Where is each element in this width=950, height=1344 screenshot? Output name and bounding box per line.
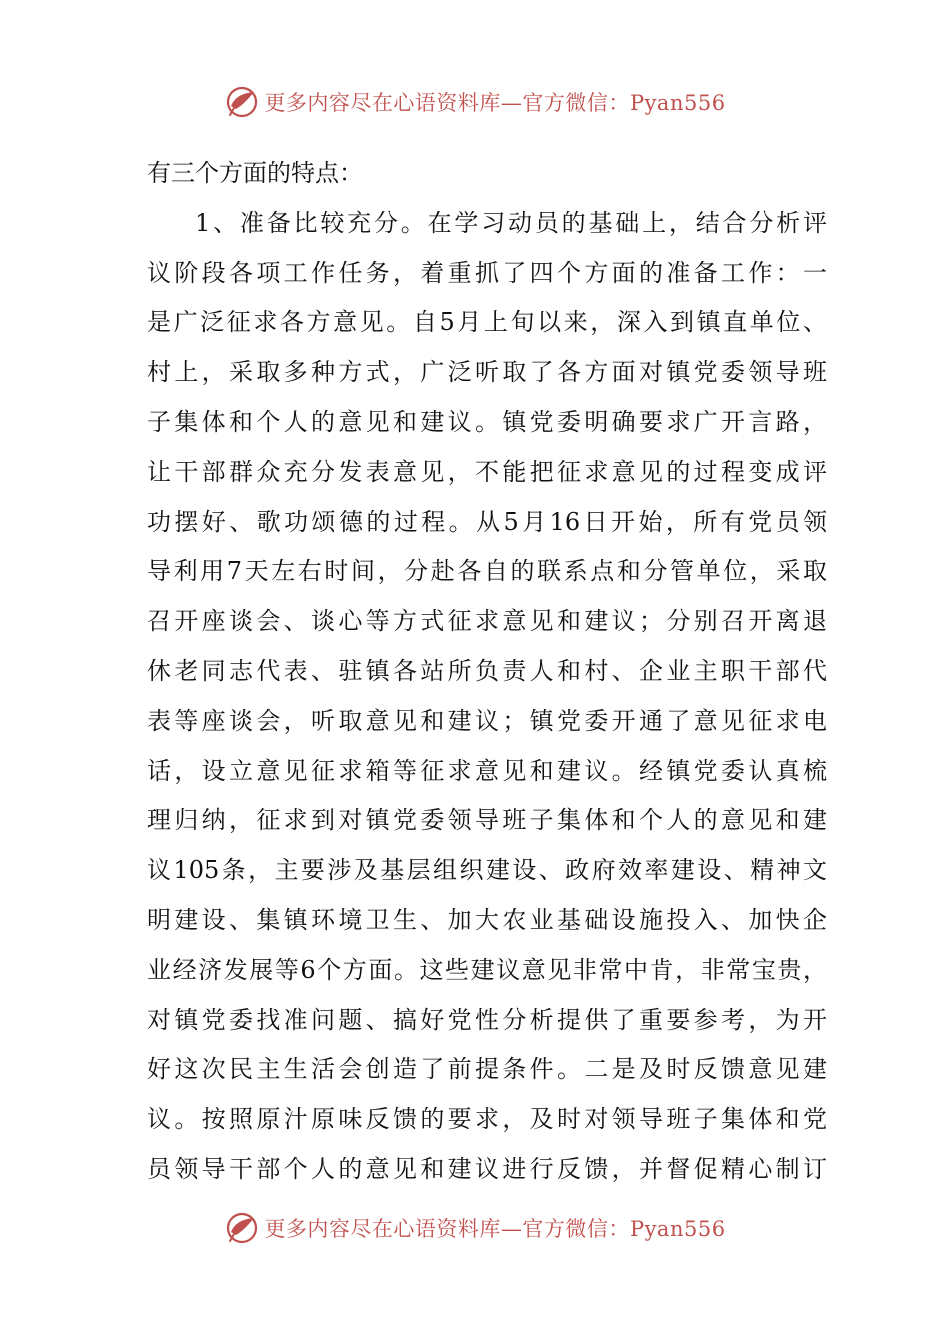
text-line: 子集体和个人的意见和建议。镇党委明确要求广开言路，	[147, 407, 827, 436]
watermark-text: 更多内容尽在心语资料库—官方微信：Pyan556	[264, 91, 726, 115]
text-line: 是广泛征求各方意见。自5月上旬以来，深入到镇直单位、	[147, 308, 827, 337]
text-line: 休老同志代表、驻镇各站所负责人和村、企业主职干部代	[147, 656, 827, 685]
pen-writing-icon	[224, 84, 260, 120]
text-line: 明建设、集镇环境卫生、加大农业基础设施投入、加快企	[147, 905, 827, 934]
text-line: 议。按照原汁原味反馈的要求，及时对领导班子集体和党	[147, 1105, 827, 1134]
text-line: 功摆好、歌功颂德的过程。从5月16日开始，所有党员领	[147, 507, 827, 536]
text-line: 议阶段各项工作任务，着重抓了四个方面的准备工作：一	[147, 258, 827, 287]
text-line: 员领导干部个人的意见和建议进行反馈，并督促精心制订	[147, 1154, 827, 1183]
text-line: 表等座谈会，听取意见和建议；镇党委开通了意见征求电	[147, 706, 827, 735]
text-line: 导利用7天左右时间，分赴各自的联系点和分管单位，采取	[147, 557, 827, 586]
text-line: 议105条，主要涉及基层组织建设、政府效率建设、精神文	[147, 856, 827, 885]
text-line: 让干部群众充分发表意见，不能把征求意见的过程变成评	[147, 457, 827, 486]
watermark-banner-bottom	[0, 1208, 950, 1248]
text-line: 1、准备比较充分。在学习动员的基础上，结合分析评	[195, 208, 827, 237]
text-line: 对镇党委找准问题、搞好党性分析提供了重要参考，为开	[147, 1005, 827, 1034]
text-line: 理归纳，征求到对镇党委领导班子集体和个人的意见和建	[147, 806, 827, 835]
document-body	[147, 149, 827, 1195]
pen-writing-icon	[224, 1210, 260, 1246]
text-line: 话，设立意见征求箱等征求意见和建议。经镇党委认真梳	[147, 756, 827, 785]
text-line: 召开座谈会、谈心等方式征求意见和建议；分别召开离退	[147, 607, 827, 636]
text-line: 村上，采取多种方式，广泛听取了各方面对镇党委领导班	[147, 358, 827, 387]
watermark-text: 更多内容尽在心语资料库—官方微信：Pyan556	[264, 1217, 726, 1241]
text-line: 业经济发展等6个方面。这些建议意见非常中肯，非常宝贵，	[147, 955, 827, 984]
text-line: 好这次民主生活会创造了前提条件。二是及时反馈意见建	[147, 1055, 827, 1084]
watermark-banner-top	[0, 82, 950, 122]
text-line: 有三个方面的特点：	[147, 159, 363, 187]
